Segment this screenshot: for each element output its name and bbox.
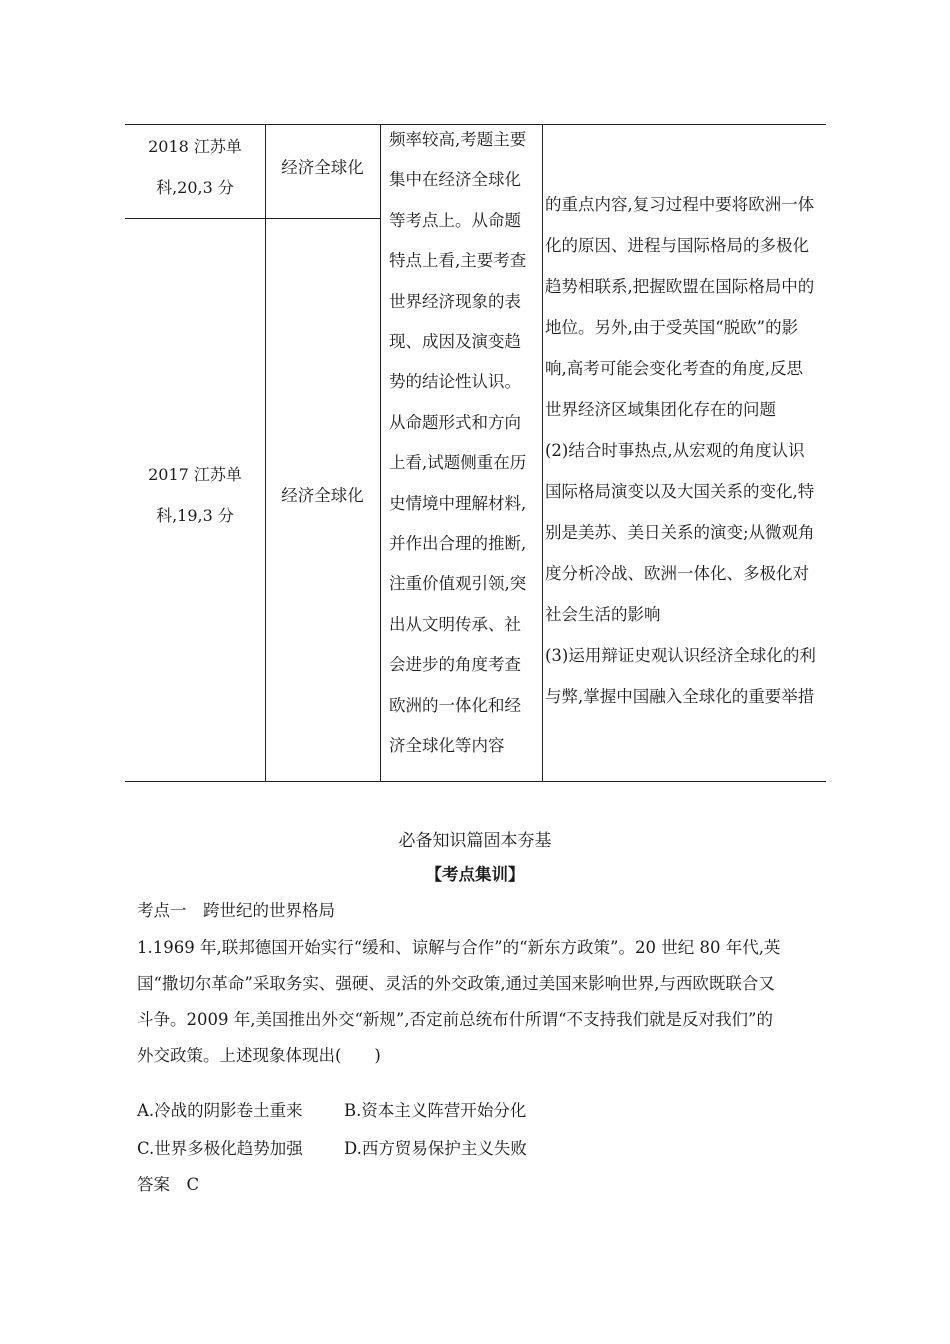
strategy-line: 的重点内容,复习过程中要将欧洲一体: [545, 195, 815, 214]
analysis-line: 频率较高,考题主要: [389, 130, 527, 149]
section-subtitle: 【考点集训】: [425, 865, 525, 884]
strategy-line: 别是美苏、美日关系的演变;从微观角: [545, 523, 815, 542]
option-b: B.资本主义阵营开始分化: [344, 1101, 527, 1120]
strategy-line: 趋势相联系,把握欧盟在国际格局中的: [545, 277, 815, 296]
question-stem: [137, 930, 780, 1074]
table-cell-year: [125, 454, 265, 536]
table-cell-topic: 经济全球化: [281, 486, 364, 505]
analysis-line: 世界经济现象的表: [389, 291, 521, 311]
strategy-line: 世界经济区域集团化存在的问题: [545, 400, 776, 419]
question-line: 1.1969 年,联邦德国开始实行“缓和、谅解与合作”的“新东方政策”。20 世纪 80 年代,英: [137, 938, 781, 957]
strategy-line: 响,高考可能会变化考查的角度,反思: [545, 359, 803, 378]
option-row: [137, 1097, 526, 1121]
analysis-line: 会进步的角度考查: [389, 655, 521, 675]
option-row: [137, 1135, 527, 1159]
analysis-line: 集中在经济全球化: [389, 170, 521, 190]
table-col-divider: [542, 124, 543, 781]
analysis-line: 注重价值观引领,突: [389, 574, 527, 594]
table-cell-analysis: [389, 120, 539, 767]
analysis-line: 济全球化等内容: [389, 736, 505, 756]
table-cell-year: [125, 126, 265, 208]
strategy-line: 社会生活的影响: [545, 605, 661, 624]
strategy-line: (3)运用辩证史观认识经济全球化的利: [545, 646, 816, 665]
table-cell-topic: 经济全球化: [281, 158, 364, 177]
strategy-line: 与弊,掌握中国融入全球化的重要举措: [545, 687, 815, 706]
analysis-line: 势的结论性认识。: [389, 372, 521, 392]
question-line: 国“撒切尔革命”采取务实、强硬、灵活的外交政策,通过美国来影响世界,与西欧既联合又: [137, 974, 775, 993]
year-line: 科,20,3 分: [156, 178, 234, 197]
table-col-divider: [265, 124, 266, 781]
table-cell-strategy: [545, 184, 830, 717]
year-line: 2018 江苏单: [148, 137, 242, 156]
year-line: 科,19,3 分: [156, 506, 234, 525]
question-line: 外交政策。上述现象体现出( ): [137, 1046, 381, 1065]
analysis-line: 从命题形式和方向: [389, 412, 521, 432]
table-col-divider: [380, 124, 381, 781]
analysis-line: 出从文明传承、社: [389, 614, 521, 634]
question-line: 斗争。2009 年,美国推出外交“新规”,否定前总统布什所谓“不支持我们就是反对我们”的: [137, 1010, 773, 1029]
strategy-line: 国际格局演变以及大国关系的变化,特: [545, 482, 815, 501]
option-c: C.世界多极化趋势加强: [137, 1139, 303, 1158]
point-heading: 考点一 跨世纪的世界格局: [137, 901, 335, 920]
analysis-line: 并作出合理的推断,: [389, 534, 527, 554]
answer-line: 答案 C: [137, 1175, 200, 1194]
strategy-line: 化的原因、进程与国际格局的多极化: [545, 236, 809, 255]
option-d: D.西方贸易保护主义失败: [344, 1139, 527, 1158]
table-bottom-rule: [125, 781, 826, 782]
analysis-line: 特点上看,主要考查: [389, 251, 527, 271]
analysis-line: 史情境中理解材料,: [389, 493, 527, 513]
strategy-line: (2)结合时事热点,从宏观的角度认识: [545, 441, 805, 460]
table-row-divider: [125, 218, 381, 219]
analysis-line: 上看,试题侧重在历: [389, 453, 527, 473]
analysis-line: 欧洲的一体化和经: [389, 695, 521, 715]
analysis-line: 现、成因及演变趋: [389, 332, 521, 352]
section-title: 必备知识篇固本夯基: [398, 831, 552, 851]
strategy-line: 地位。另外,由于受英国“脱欧”的影: [545, 318, 799, 337]
option-a: A.冷战的阴影卷土重来: [137, 1101, 303, 1120]
year-line: 2017 江苏单: [148, 465, 242, 484]
analysis-line: 等考点上。从命题: [389, 210, 521, 230]
strategy-line: 度分析冷战、欧洲一体化、多极化对: [545, 564, 809, 583]
